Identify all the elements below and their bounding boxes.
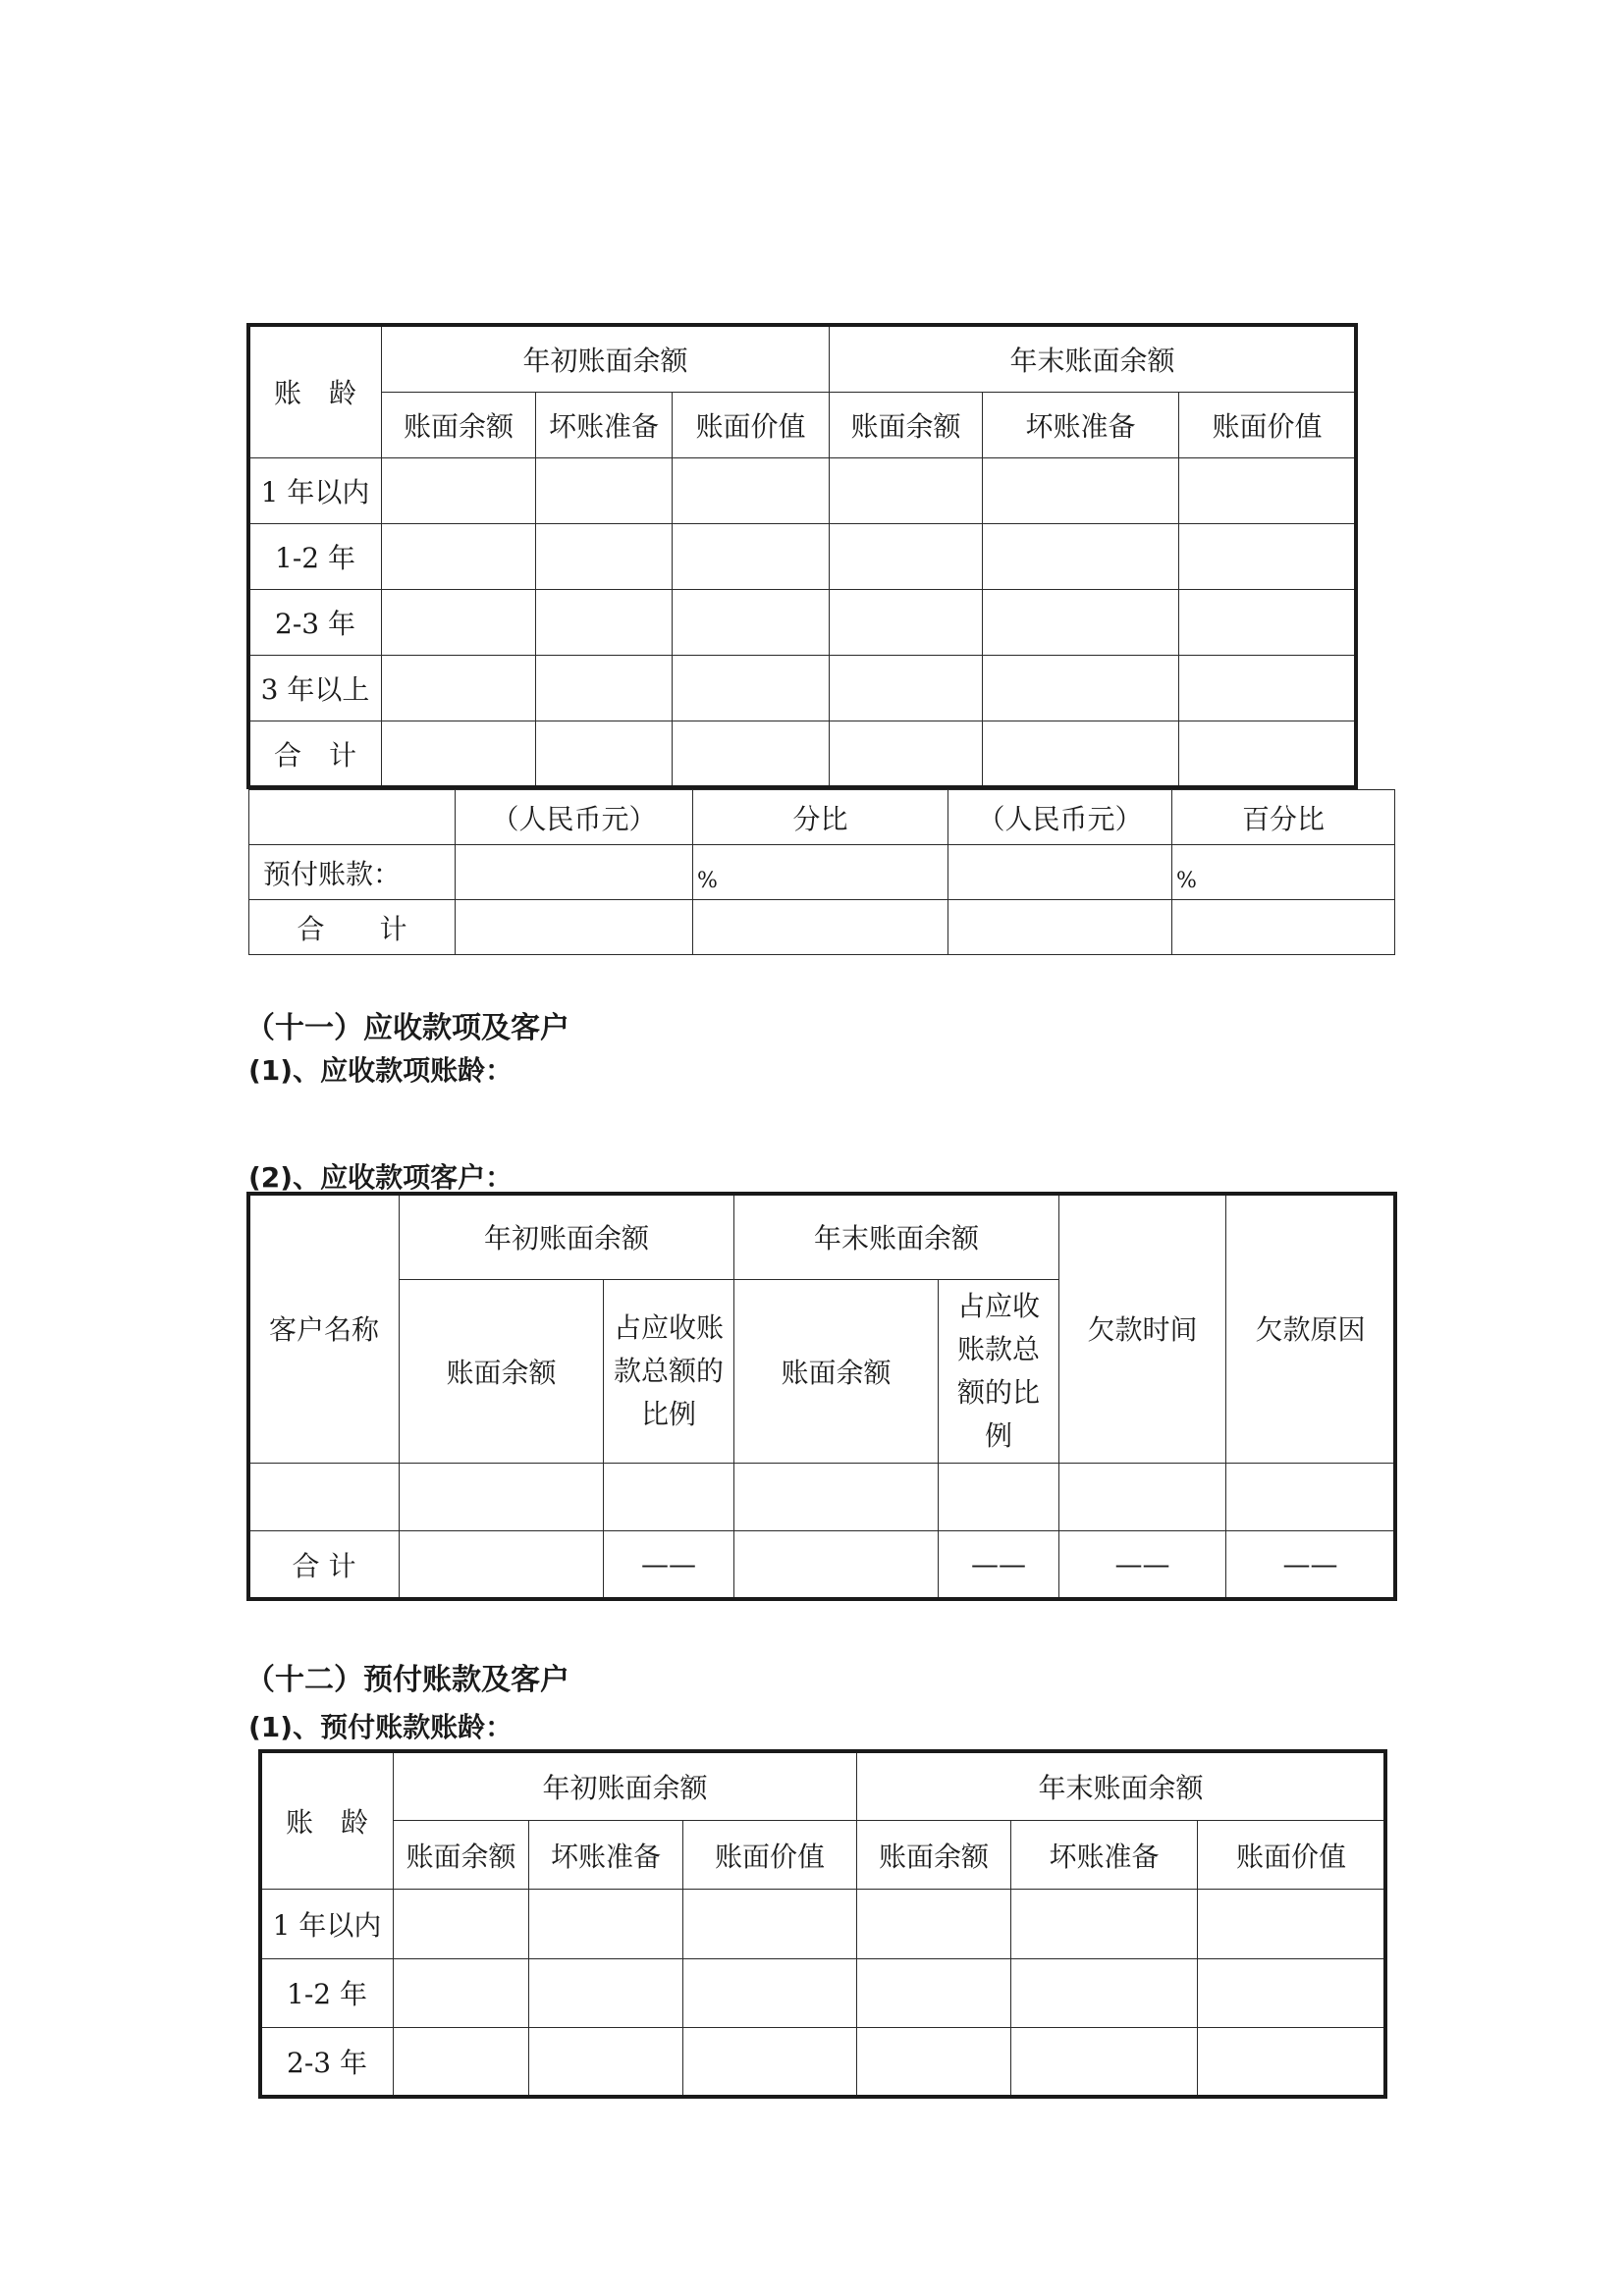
cell — [857, 1890, 1011, 1958]
table-row — [249, 845, 1395, 900]
row-label: 合 计 — [249, 900, 456, 955]
row-label: 合 计 — [249, 1530, 400, 1598]
dash-cell: —— — [1059, 1530, 1226, 1598]
cell — [1179, 721, 1356, 787]
group-start-header: 年初账面余额 — [400, 1195, 734, 1280]
section-12-sub1: (1)、预付账款账龄： — [248, 1711, 514, 1743]
table-row — [249, 1530, 1395, 1598]
col-header: 账面余额 — [394, 1821, 529, 1890]
cell — [1198, 1958, 1385, 2027]
summary-header: （人民币元） — [456, 790, 693, 845]
cell — [400, 1463, 604, 1530]
cell — [1011, 2027, 1198, 2096]
cell — [382, 656, 536, 721]
row-label: 合 计 — [249, 721, 382, 787]
group-end-header: 年末账面余额 — [857, 1752, 1385, 1821]
cell — [456, 845, 693, 900]
cell — [734, 1530, 939, 1598]
age-header: 账 龄 — [261, 1752, 394, 1890]
col-header: 账面价值 — [1179, 393, 1356, 458]
cell — [683, 1890, 857, 1958]
cell — [1179, 458, 1356, 524]
cell — [536, 458, 673, 524]
cell — [1198, 1890, 1385, 1958]
percent-symbol: % — [693, 845, 948, 900]
section-12-title: （十二）预付账款及客户 — [245, 1663, 569, 1697]
age-header: 账 龄 — [249, 326, 382, 458]
col-header: 坏账准备 — [529, 1821, 683, 1890]
cell — [673, 590, 830, 656]
dash-cell: —— — [939, 1530, 1059, 1598]
balance-header: 账面余额 — [734, 1280, 939, 1463]
cell — [604, 1463, 734, 1530]
table-row — [249, 1463, 1395, 1530]
col-header: 账面余额 — [830, 393, 983, 458]
col-header: 坏账准备 — [536, 393, 673, 458]
cell — [983, 590, 1179, 656]
dash-cell: —— — [604, 1530, 734, 1598]
summary-header: 分比 — [693, 790, 948, 845]
table-row — [249, 458, 1356, 524]
cell — [529, 1890, 683, 1958]
group-end-header: 年末账面余额 — [830, 326, 1356, 393]
ratio-header: 占应收账款总额的比例 — [604, 1280, 734, 1463]
cell — [1172, 900, 1395, 955]
cell — [857, 2027, 1011, 2096]
row-label: 1-2 年 — [261, 1958, 394, 2027]
debt-time-header: 欠款时间 — [1059, 1195, 1226, 1464]
percent-symbol: % — [1172, 845, 1395, 900]
ratio-header: 占应收账款总额的比例 — [939, 1280, 1059, 1463]
cell — [948, 845, 1172, 900]
cell — [394, 1890, 529, 1958]
section-11-sub2: (2)、应收款项客户： — [248, 1161, 514, 1194]
cell — [536, 524, 673, 590]
cell — [529, 1958, 683, 2027]
row-label: 1 年以内 — [249, 458, 382, 524]
table-row — [249, 721, 1356, 787]
cell — [683, 2027, 857, 2096]
cell — [683, 1958, 857, 2027]
cell — [673, 721, 830, 787]
cell — [1011, 1958, 1198, 2027]
group-end-header: 年末账面余额 — [734, 1195, 1059, 1280]
cell — [1226, 1463, 1395, 1530]
cell — [382, 524, 536, 590]
aging-table-bottom — [260, 1751, 1385, 2097]
table-row — [249, 590, 1356, 656]
table-row — [249, 900, 1395, 955]
customer-name-header: 客户名称 — [249, 1195, 400, 1464]
table-row — [249, 524, 1356, 590]
col-header: 账面余额 — [382, 393, 536, 458]
table-row — [261, 2027, 1385, 2096]
cell — [1179, 656, 1356, 721]
row-label: 1 年以内 — [261, 1890, 394, 1958]
cell — [1198, 2027, 1385, 2096]
col-header: 账面价值 — [673, 393, 830, 458]
col-header: 账面价值 — [683, 1821, 857, 1890]
cell — [382, 721, 536, 787]
cell — [693, 900, 948, 955]
row-label: 2-3 年 — [261, 2027, 394, 2096]
row-label: 3 年以上 — [249, 656, 382, 721]
cell — [830, 721, 983, 787]
cell — [983, 458, 1179, 524]
cell — [536, 656, 673, 721]
cell — [249, 1463, 400, 1530]
dash-cell: —— — [1226, 1530, 1395, 1598]
cell — [382, 458, 536, 524]
cell — [1179, 590, 1356, 656]
cell — [536, 590, 673, 656]
summary-header — [249, 790, 456, 845]
cell — [394, 1958, 529, 2027]
cell — [1179, 524, 1356, 590]
aging-table-top — [248, 325, 1356, 787]
balance-header: 账面余额 — [400, 1280, 604, 1463]
receivable-customer-table — [248, 1194, 1395, 1599]
cell — [1011, 1890, 1198, 1958]
cell — [939, 1463, 1059, 1530]
cell — [830, 524, 983, 590]
table-row — [261, 1958, 1385, 2027]
cell — [536, 721, 673, 787]
summary-header: 百分比 — [1172, 790, 1395, 845]
cell — [830, 590, 983, 656]
cell — [948, 900, 1172, 955]
cell — [830, 656, 983, 721]
row-label: 预付账款： — [249, 845, 456, 900]
row-label: 1-2 年 — [249, 524, 382, 590]
prepay-summary-table — [248, 789, 1395, 955]
debt-reason-header: 欠款原因 — [1226, 1195, 1395, 1464]
cell — [983, 721, 1179, 787]
table-row — [261, 1890, 1385, 1958]
cell — [983, 524, 1179, 590]
cell — [394, 2027, 529, 2096]
col-header: 账面余额 — [857, 1821, 1011, 1890]
cell — [673, 524, 830, 590]
group-start-header: 年初账面余额 — [382, 326, 830, 393]
col-header: 坏账准备 — [983, 393, 1179, 458]
cell — [983, 656, 1179, 721]
cell — [830, 458, 983, 524]
cell — [400, 1530, 604, 1598]
cell — [734, 1463, 939, 1530]
cell — [456, 900, 693, 955]
cell — [673, 458, 830, 524]
col-header: 账面价值 — [1198, 1821, 1385, 1890]
section-11-title: （十一）应收款项及客户 — [245, 1011, 569, 1045]
cell — [1059, 1463, 1226, 1530]
col-header: 坏账准备 — [1011, 1821, 1198, 1890]
cell — [857, 1958, 1011, 2027]
section-11-sub1: (1)、应收款项账龄： — [248, 1054, 514, 1087]
group-start-header: 年初账面余额 — [394, 1752, 857, 1821]
summary-header: （人民币元） — [948, 790, 1172, 845]
cell — [529, 2027, 683, 2096]
cell — [673, 656, 830, 721]
row-label: 2-3 年 — [249, 590, 382, 656]
table-row — [249, 656, 1356, 721]
cell — [382, 590, 536, 656]
